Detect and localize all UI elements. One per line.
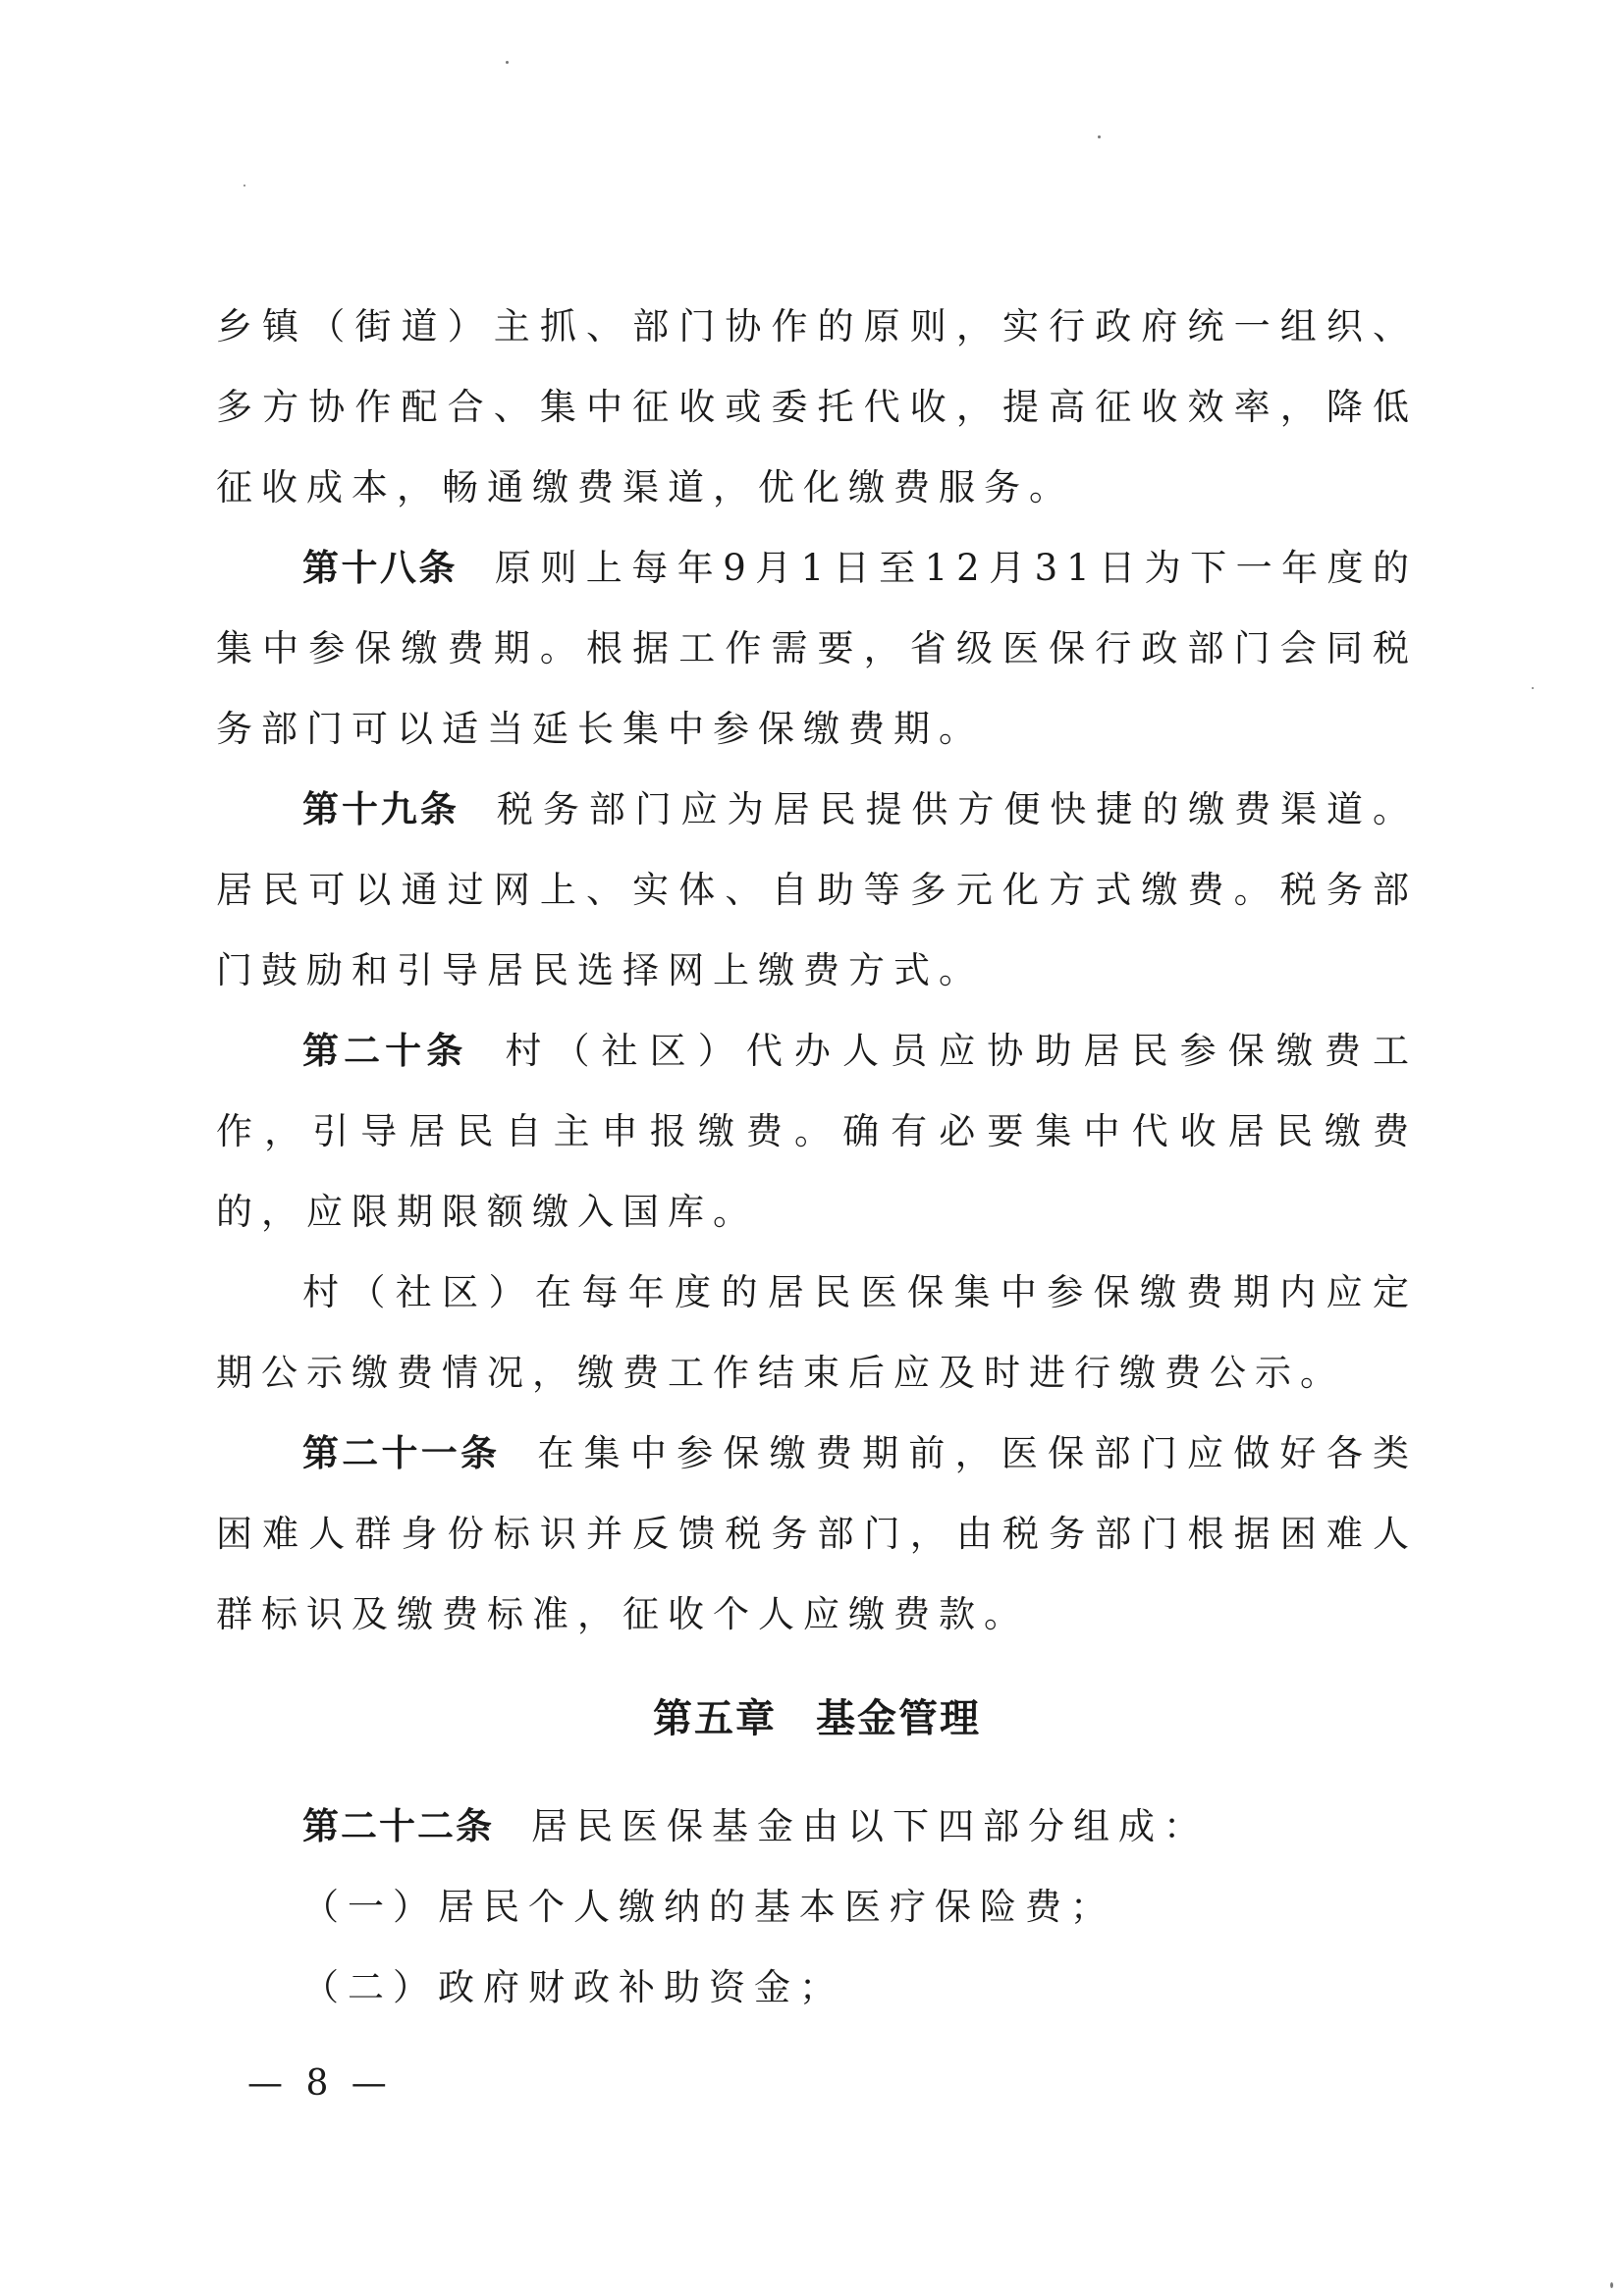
- article-heading: 第二十一条: [302, 1432, 501, 1474]
- paragraph-text: 乡镇（街道）主抓、部门协作的原则，实行政府统一组织、多方协作配合、集中征收或委托代收，提高征收效率，降低征收成本，畅通缴费渠道，优化缴费服务。: [216, 305, 1418, 508]
- paragraph-text: 税务部门应为居民提供方便快捷的缴费渠道。居民可以通过网上、实体、自助等多元化方式缴费。税务部门鼓励和引导居民选择网上缴费方式。: [216, 788, 1419, 991]
- scan-speck: [1098, 135, 1101, 138]
- list-item: （一）居民个人缴纳的基本医疗保险费；: [302, 1886, 1115, 1928]
- paragraph-continuation: [216, 287, 1418, 528]
- paragraph-text: 居民医保基金由以下四部分组成：: [531, 1805, 1209, 1847]
- list-item: （二）政府财政补助资金；: [302, 1966, 844, 2008]
- scan-speck: [243, 185, 245, 187]
- paragraph-text: 在集中参保缴费期前，医保部门应做好各类困难人群身份标识并反馈税务部门，由税务部门根据困难人群标识及缴费标准，征收个人应缴费款。: [216, 1432, 1419, 1635]
- article-19: [216, 770, 1418, 1011]
- scan-speck: [1610, 2282, 1613, 2288]
- article-heading: 第十八条: [302, 547, 458, 589]
- article-20: [216, 1011, 1418, 1253]
- document-body: [216, 287, 1418, 2028]
- chapter-title: 基金管理: [816, 1695, 981, 1741]
- article-18: [216, 528, 1418, 770]
- scan-speck: [506, 61, 509, 64]
- article-heading: 第十九条: [302, 788, 460, 830]
- paragraph-text: 原则上每年9月1日至12月31日为下一年度的集中参保缴费期。根据工作需要，省级医保行政部门会同税务部门可以适当延长集中参保缴费期。: [216, 547, 1418, 750]
- page-number: — 8 —: [247, 2063, 393, 2104]
- chapter-heading: [216, 1679, 1418, 1759]
- chapter-number: 第五章: [653, 1695, 777, 1741]
- article-22: [216, 1787, 1418, 1867]
- scan-speck: [1532, 687, 1534, 689]
- article-21: [216, 1414, 1418, 1655]
- paragraph-text: 村（社区）在每年度的居民医保集中参保缴费期内应定期公示缴费情况，缴费工作结束后应及时进行缴费公示。: [216, 1271, 1418, 1394]
- article-20-paragraph-2: [216, 1253, 1418, 1414]
- article-heading: 第二十二条: [302, 1805, 494, 1847]
- paragraph-text: 村（社区）代办人员应协助居民参保缴费工作，引导居民自主申报缴费。确有必要集中代收居民缴费的，应限期限额缴入国库。: [216, 1030, 1419, 1233]
- article-heading: 第二十条: [302, 1030, 468, 1072]
